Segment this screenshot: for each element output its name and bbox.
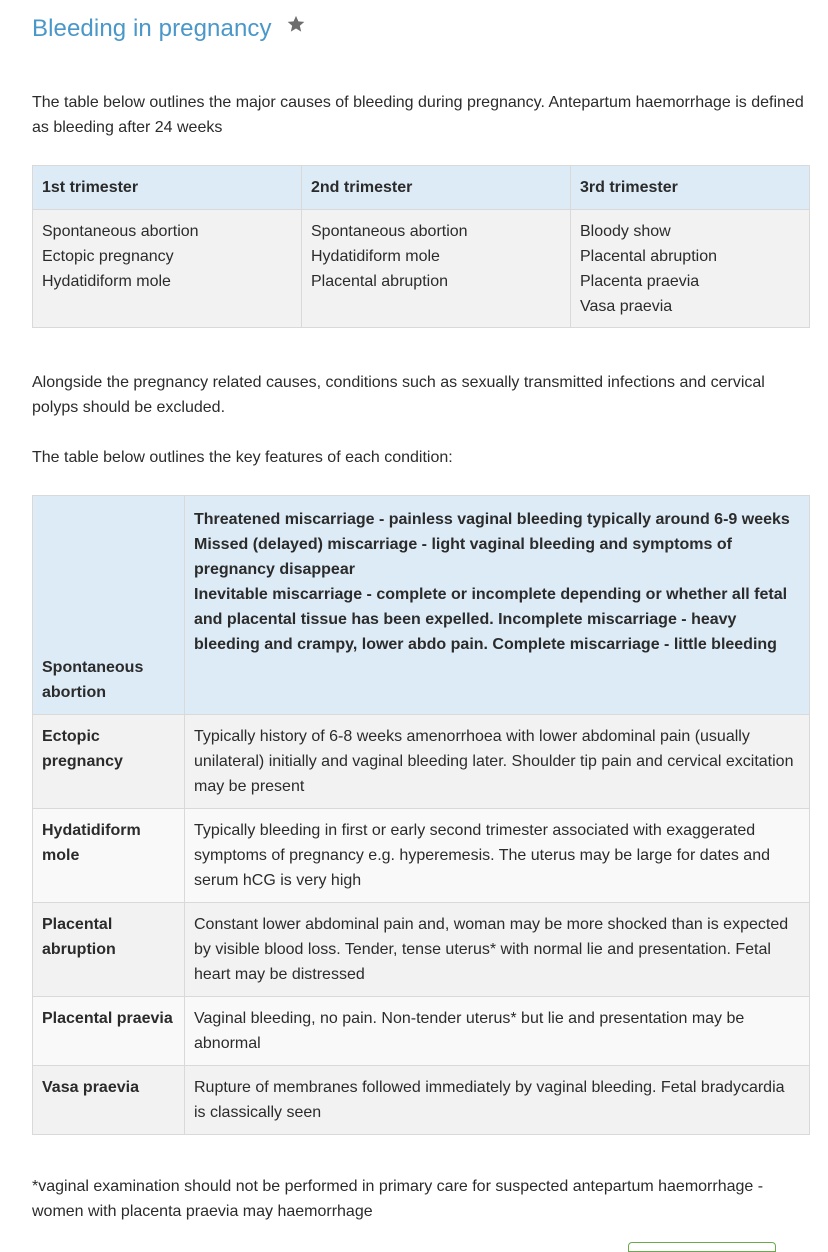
description-cell: Typically history of 6-8 weeks amenorrhoea with lower abdominal pain (usually unilateral) initially and vaginal bleeding later. Shoulder tip pain and cervical excitation may be present [185,715,810,809]
list-item: Vasa praevia [580,298,673,315]
condition-cell: Vasa praevia [33,1066,185,1135]
list-item: Spontaneous abortion [311,223,468,240]
list-item: Placental abruption [580,248,717,265]
header-2nd-trimester: 2nd trimester [302,166,571,210]
trimester-body-row [33,210,810,328]
features-table [32,495,810,1135]
description-cell: Constant lower abdominal pain and, woman may be more shocked than is expected by visible blood loss. Tender, tense uterus* with normal lie and presentation. Fetal heart may be distressed [185,903,810,997]
condition-cell: Placental abruption [33,903,185,997]
list-item: Placental abruption [311,273,448,290]
term-incomplete: Incomplete miscarriage [498,611,677,628]
intro-text: The table below outlines the major causes of bleeding during pregnancy. Antepartum haemorrhage is defined as bleeding after 24 weeks [32,94,804,136]
condition-cell: Ectopic pregnancy [33,715,185,809]
term-missed: Missed (delayed) miscarriage [194,536,418,553]
footnote-text: *vaginal examination should not be performed in primary care for suspected antepartum haemorrhage - women with placenta praevia may haemorrhage [32,1178,764,1220]
list-item: Placenta praevia [580,273,700,290]
table-row [33,809,810,903]
condition-cell: Spontaneous abortion [33,496,185,715]
star-icon[interactable] [286,14,306,34]
table-row [33,715,810,809]
condition-cell: Hydatidiform mole [33,809,185,903]
description-cell: Vaginal bleeding, no pain. Non-tender uterus* but lie and presentation may be abnormal [185,997,810,1066]
cell-3rd-trimester [571,210,810,328]
text-inevitable: - complete or incomplete depending or whether all fetal and placental tissue has been expelled. [194,586,788,628]
features-intro-text: The table below outlines the key features of each condition: [32,449,453,466]
list-item: Bloody show [580,223,671,240]
cell-2nd-trimester [302,210,571,328]
table-row [33,997,810,1066]
header-1st-trimester: 1st trimester [33,166,302,210]
term-inevitable: Inevitable miscarriage [194,586,363,603]
text-incomplete: - heavy bleeding and crampy, lower abdo pain. [194,611,737,653]
term-threatened: Threatened miscarriage [194,511,375,528]
list-item: Spontaneous abortion [42,223,199,240]
header-3rd-trimester: 3rd trimester [571,166,810,210]
term-complete: Complete miscarriage [492,636,660,653]
list-item: Ectopic pregnancy [42,248,174,265]
title-row [32,10,306,46]
table-row [33,903,810,997]
description-cell [185,496,810,715]
exclusion-text: Alongside the pregnancy related causes, conditions such as sexually transmitted infections and cervical polyps should be excluded. [32,374,765,416]
trimester-header-row [33,166,810,210]
list-item: Hydatidiform mole [42,273,171,290]
table-row [33,496,810,715]
condition-cell: Placental praevia [33,997,185,1066]
table-row [33,1066,810,1135]
text-threatened: - painless vaginal bleeding typically around 6-9 weeks [374,511,790,528]
page-title: Bleeding in pregnancy [32,14,272,42]
trimester-table [32,165,810,328]
description-cell: Rupture of membranes followed immediately by vaginal bleeding. Fetal bradycardia is classically seen [185,1066,810,1135]
description-cell: Typically bleeding in first or early second trimester associated with exaggerated symptoms of pregnancy e.g. hyperemesis. The uterus may be large for dates and serum hCG is very high [185,809,810,903]
cell-1st-trimester [33,210,302,328]
text-complete: - little bleeding [659,636,777,653]
list-item: Hydatidiform mole [311,248,440,265]
text-missed: - light vaginal bleeding and symptoms of pregnancy disappear [194,536,732,578]
